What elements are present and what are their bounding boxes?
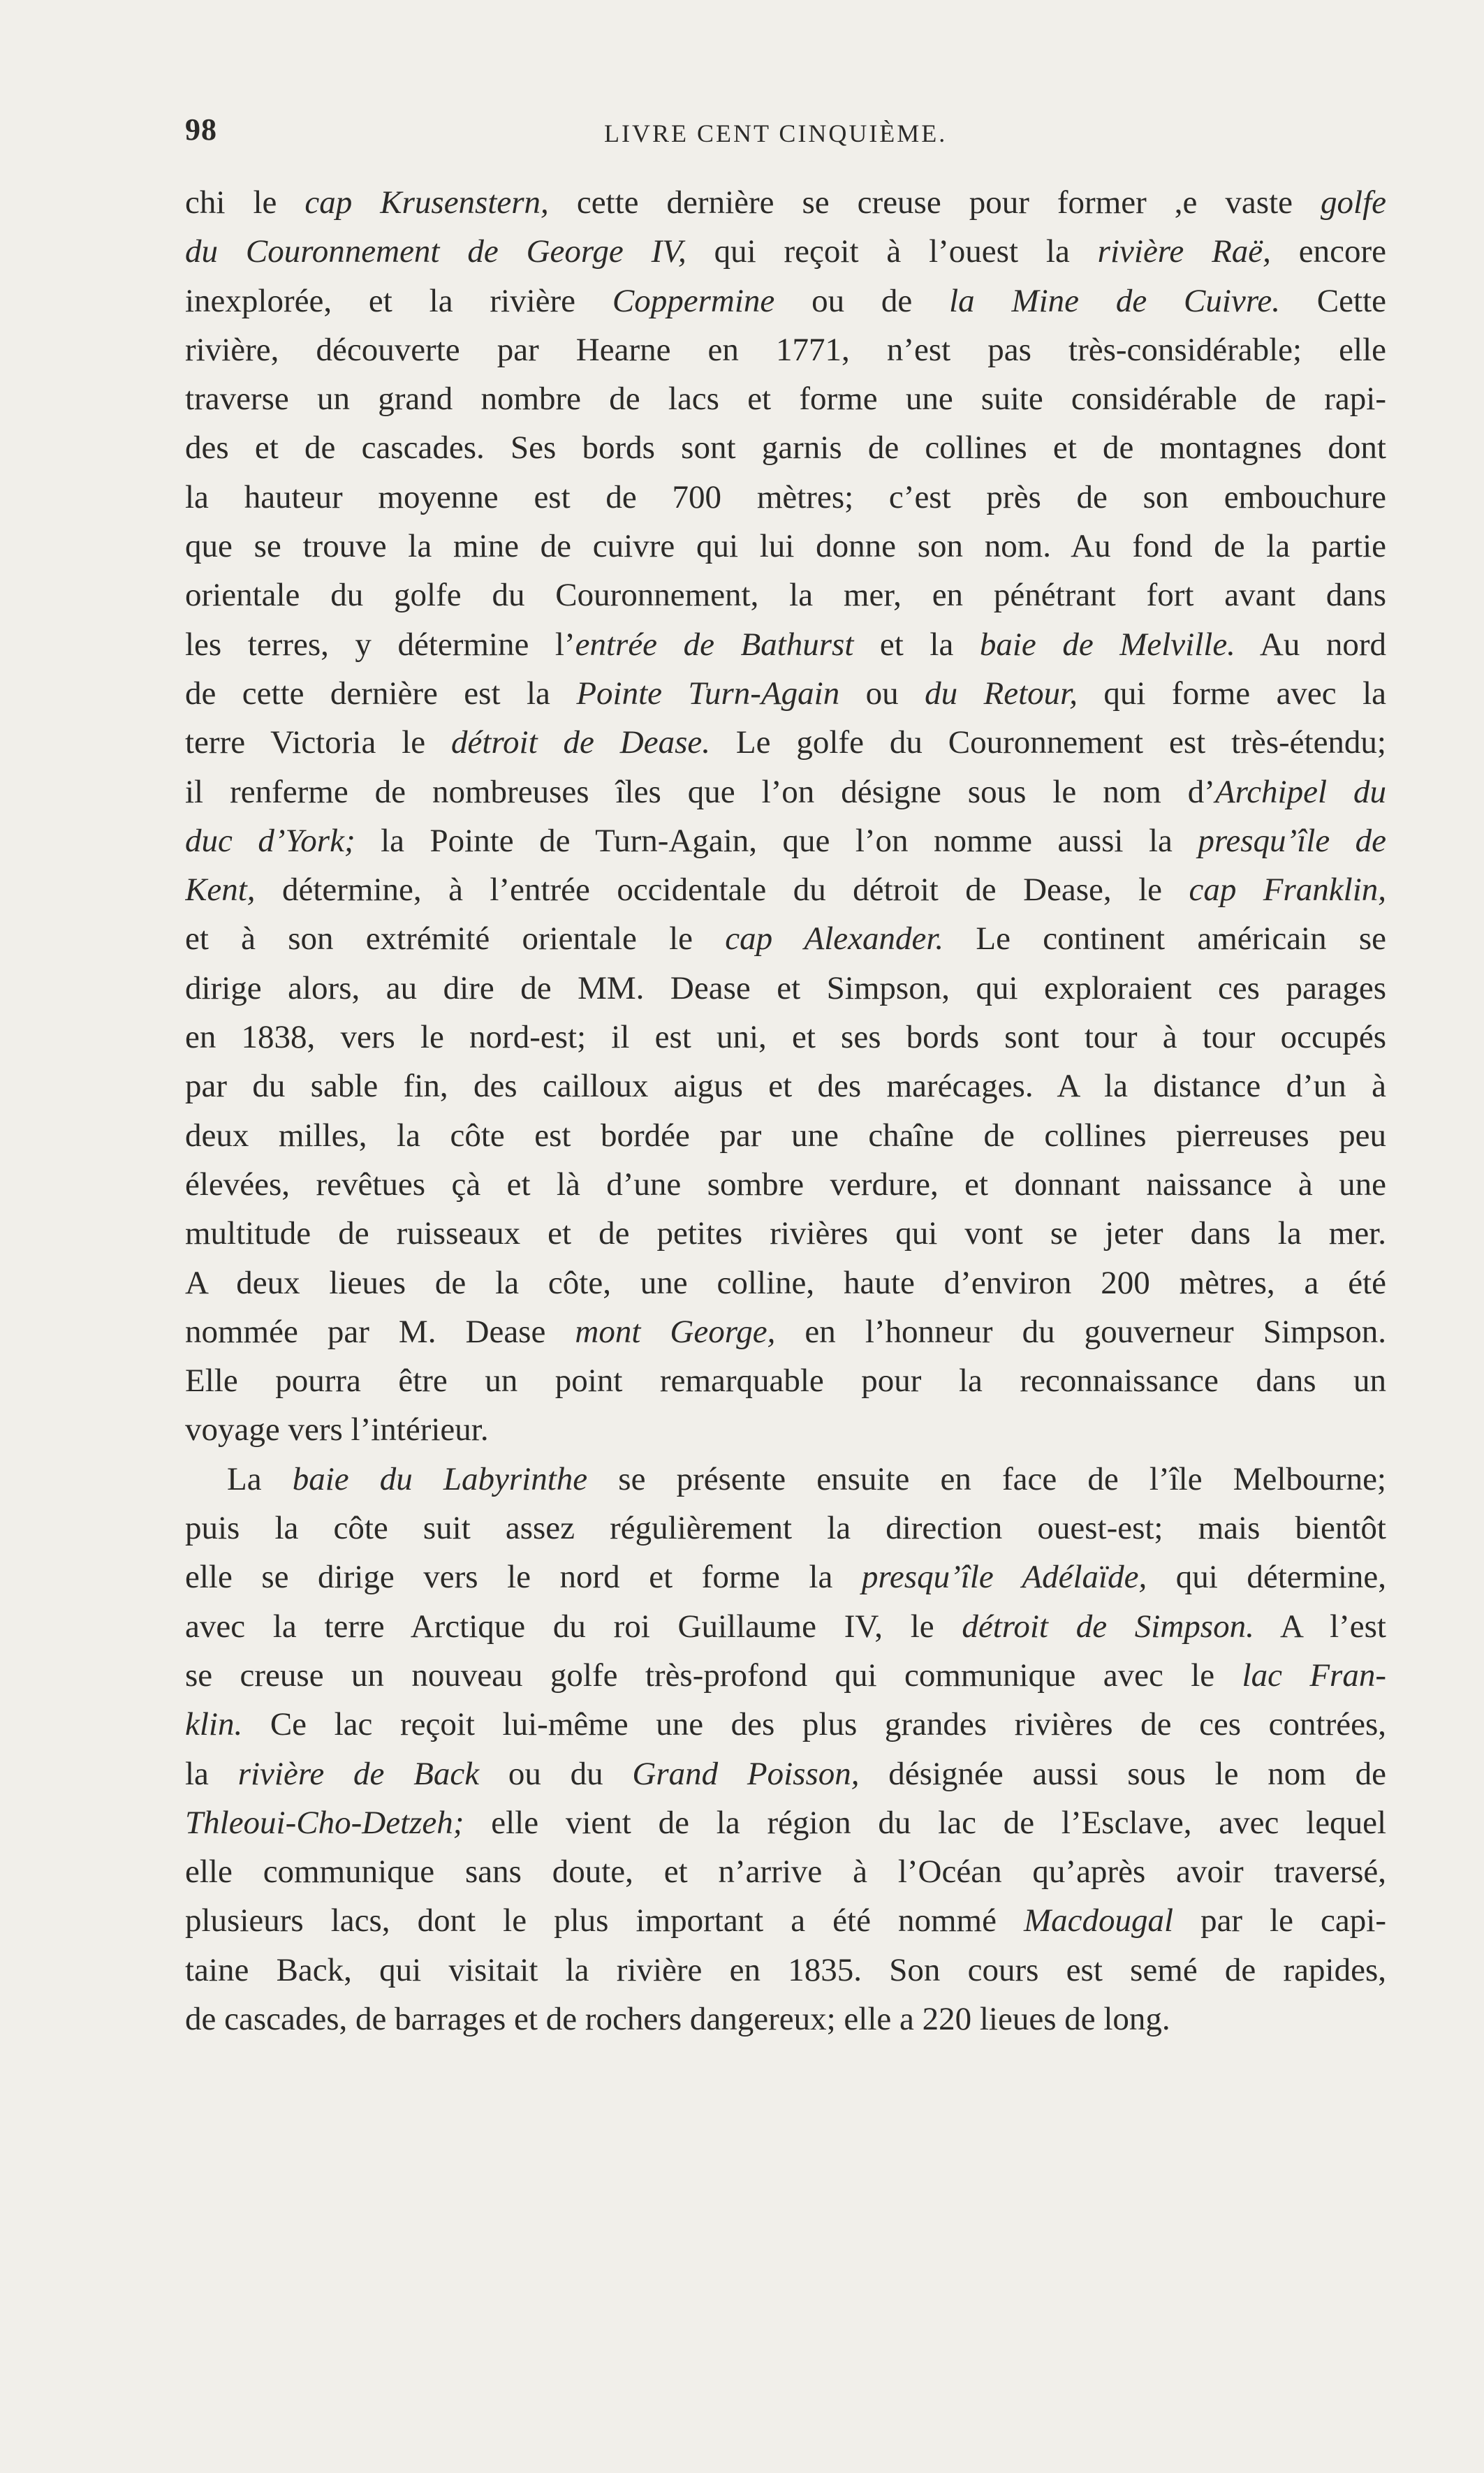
italic-span: cap Krusenstern, <box>304 184 549 221</box>
text-line <box>185 964 1386 1013</box>
text-line <box>185 473 1386 522</box>
italic-span: Macdougal <box>1023 1902 1174 1939</box>
text-span: détermine, à l’entrée occidentale du détroit de Dease, le <box>255 872 1189 909</box>
text-line <box>185 1013 1386 1062</box>
text-span: ou de <box>774 282 950 319</box>
text-span: se présente ensuite en face de l’île Melbourne; <box>587 1460 1386 1497</box>
italic-span: baie de Melville. <box>979 626 1235 663</box>
text-span: ou <box>839 675 925 712</box>
text-line <box>185 1455 1386 1504</box>
italic-span: détroit de Dease. <box>451 724 711 761</box>
text-line <box>185 1160 1386 1209</box>
text-line <box>185 1700 1386 1749</box>
text-span: deux milles, la côte est bordée par une chaîne de collines pierreuses peu <box>185 1117 1386 1154</box>
text-span: La <box>227 1460 293 1497</box>
text-line <box>185 1995 1386 2043</box>
text-span: élevées, revêtues çà et là d’une sombre verdure, et donnant naissance à une <box>185 1166 1386 1203</box>
body-text <box>185 178 1386 2043</box>
italic-span: Grand Poisson, <box>632 1755 860 1792</box>
italic-span: golfe <box>1321 184 1386 221</box>
text-line <box>185 1651 1386 1700</box>
text-line <box>185 1258 1386 1307</box>
italic-span: la Mine de Cuivre. <box>949 282 1280 319</box>
text-span: il renferme de nombreuses îles que l’on désigne sous le nom d’ <box>185 773 1215 810</box>
text-line <box>185 1209 1386 1258</box>
text-line <box>185 914 1386 963</box>
text-span: encore <box>1270 233 1386 270</box>
text-span: chi le <box>185 184 305 221</box>
text-line <box>185 178 1386 227</box>
text-span: taine Back, qui visitait la rivière en 1835. Son cours est semé de rapides, <box>185 1951 1386 1988</box>
italic-span: détroit de Simpson. <box>962 1608 1254 1645</box>
text-line <box>185 718 1386 767</box>
text-line <box>185 1405 1386 1454</box>
text-line <box>185 1602 1386 1651</box>
text-line <box>185 277 1386 325</box>
running-head: LIVRE CENT CINQUIÈME. <box>604 119 948 147</box>
text-span: ou du <box>479 1755 633 1792</box>
text-line <box>185 768 1386 816</box>
italic-span: Thleoui-Cho-Detzeh; <box>185 1804 464 1841</box>
text-span: terre Victoria le <box>185 724 452 761</box>
text-span: en 1838, vers le nord-est; il est uni, et ses bords sont tour à tour occupés <box>185 1019 1386 1056</box>
text-line <box>185 1847 1386 1896</box>
text-span: avec la terre Arctique du roi Guillaume IV, le <box>185 1608 962 1645</box>
text-span: et à son extrémité orientale le <box>185 920 726 957</box>
text-line <box>185 620 1386 669</box>
italic-span: rivière de Back <box>237 1755 480 1792</box>
text-span: par du sable fin, des cailloux aigus et des marécages. A la distance d’un à <box>185 1068 1386 1105</box>
italic-span: cap Alexander. <box>725 920 944 957</box>
text-line <box>185 865 1386 914</box>
text-span: elle se dirige vers le nord et forme la <box>185 1559 862 1596</box>
text-span: puis la côte suit assez régulièrement la direction ouest-est; mais bientôt <box>185 1510 1386 1547</box>
text-line <box>185 522 1386 571</box>
text-span: qui reçoit à l’ouest la <box>686 233 1098 270</box>
text-span: plusieurs lacs, dont le plus important a été nommé <box>185 1902 1024 1939</box>
text-span: Ce lac reçoit lui-même une des plus grandes rivières de ces contrées, <box>242 1706 1386 1743</box>
text-line <box>185 1896 1386 1945</box>
text-span: cette dernière se creuse pour former ,e vaste <box>548 184 1321 221</box>
text-line <box>185 1307 1386 1356</box>
text-line <box>185 1946 1386 1995</box>
text-span: dirige alors, au dire de MM. Dease et Simpson, qui exploraient ces parages <box>185 969 1386 1006</box>
text-line <box>185 227 1386 276</box>
text-line <box>185 816 1386 865</box>
text-line <box>185 1356 1386 1405</box>
text-span: se creuse un nouveau golfe très-profond qui communique avec le <box>185 1657 1242 1694</box>
italic-span: Coppermine <box>612 282 775 319</box>
text-span: en l’honneur du gouverneur Simpson. <box>775 1313 1386 1350</box>
text-span: la hauteur moyenne est de 700 mètres; c’est près de son embouchure <box>185 478 1386 515</box>
text-line <box>185 423 1386 472</box>
page-header <box>185 112 1386 161</box>
text-span: qui forme avec la <box>1077 675 1386 712</box>
text-line <box>185 1504 1386 1553</box>
text-line <box>185 1798 1386 1847</box>
text-span: la <box>185 1755 238 1792</box>
text-span: A deux lieues de la côte, une colline, haute d’environ 200 mètres, a été <box>185 1264 1386 1301</box>
text-span: nommée par M. Dease <box>185 1313 575 1350</box>
text-span: des et de cascades. Ses bords sont garnis de collines et de montagnes dont <box>185 430 1386 467</box>
italic-span: cap Franklin, <box>1189 872 1386 909</box>
text-line <box>185 1062 1386 1110</box>
italic-span: du Retour, <box>925 675 1078 712</box>
text-span: les terres, y détermine l’ <box>185 626 575 663</box>
text-span: de cascades, de barrages et de rochers dangereux; elle a 220 lieues de long. <box>185 2000 1170 2037</box>
page-number: 98 <box>185 112 217 147</box>
text-span: qui détermine, <box>1147 1559 1386 1596</box>
italic-span: Archipel du <box>1214 773 1386 810</box>
text-span: la Pointe de Turn-Again, que l’on nomme aussi la <box>355 822 1198 859</box>
text-line <box>185 325 1386 374</box>
italic-span: mont George, <box>575 1313 776 1350</box>
italic-span: baie du Labyrinthe <box>292 1460 588 1497</box>
text-line <box>185 1553 1386 1601</box>
text-span: elle vient de la région du lac de l’Esclave, avec lequel <box>464 1804 1386 1841</box>
italic-span: Kent, <box>185 872 256 909</box>
text-span: elle communique sans doute, et n’arrive à l’Océan qu’après avoir traversé, <box>185 1854 1386 1891</box>
text-span: désignée aussi sous le nom de <box>859 1755 1386 1792</box>
text-span: Le continent américain se <box>943 920 1386 957</box>
text-span: Au nord <box>1235 626 1386 663</box>
text-span: et la <box>853 626 980 663</box>
text-span: Le golfe du Couronnement est très-étendu; <box>710 724 1386 761</box>
text-span: traverse un grand nombre de lacs et forme une suite considérable de rapi- <box>185 381 1386 418</box>
italic-span: entrée de Bathurst <box>575 626 854 663</box>
text-span: multitude de ruisseaux et de petites rivières qui vont se jeter dans la mer. <box>185 1215 1386 1252</box>
text-span: par le capi- <box>1173 1902 1386 1939</box>
text-span: orientale du golfe du Couronnement, la mer, en pénétrant fort avant dans <box>185 577 1386 614</box>
text-line <box>185 1749 1386 1798</box>
text-line <box>185 571 1386 619</box>
text-span: rivière, découverte par Hearne en 1771, n’est pas très-considérable; elle <box>185 331 1386 368</box>
text-span: inexplorée, et la rivière <box>185 282 612 319</box>
italic-span: Pointe Turn-Again <box>576 675 840 712</box>
text-span: voyage vers l’intérieur. <box>185 1411 489 1448</box>
italic-span: presqu’île Adélaïde, <box>861 1559 1147 1596</box>
italic-span: rivière Raë, <box>1097 233 1271 270</box>
text-line <box>185 374 1386 423</box>
italic-span: duc d’York; <box>185 822 355 859</box>
text-span: que se trouve la mine de cuivre qui lui donne son nom. Au fond de la partie <box>185 528 1386 565</box>
italic-span: du Couronnement de George IV, <box>185 233 686 270</box>
text-line <box>185 1111 1386 1160</box>
italic-span: lac Fran- <box>1242 1657 1386 1694</box>
text-span: de cette dernière est la <box>185 675 577 712</box>
text-span: A l’est <box>1254 1608 1386 1645</box>
text-span: Cette <box>1279 282 1386 319</box>
text-line <box>185 669 1386 718</box>
text-span: Elle pourra être un point remarquable pour la reconnaissance dans un <box>185 1363 1386 1400</box>
italic-span: presqu’île de <box>1198 822 1386 859</box>
italic-span: klin. <box>185 1706 243 1743</box>
